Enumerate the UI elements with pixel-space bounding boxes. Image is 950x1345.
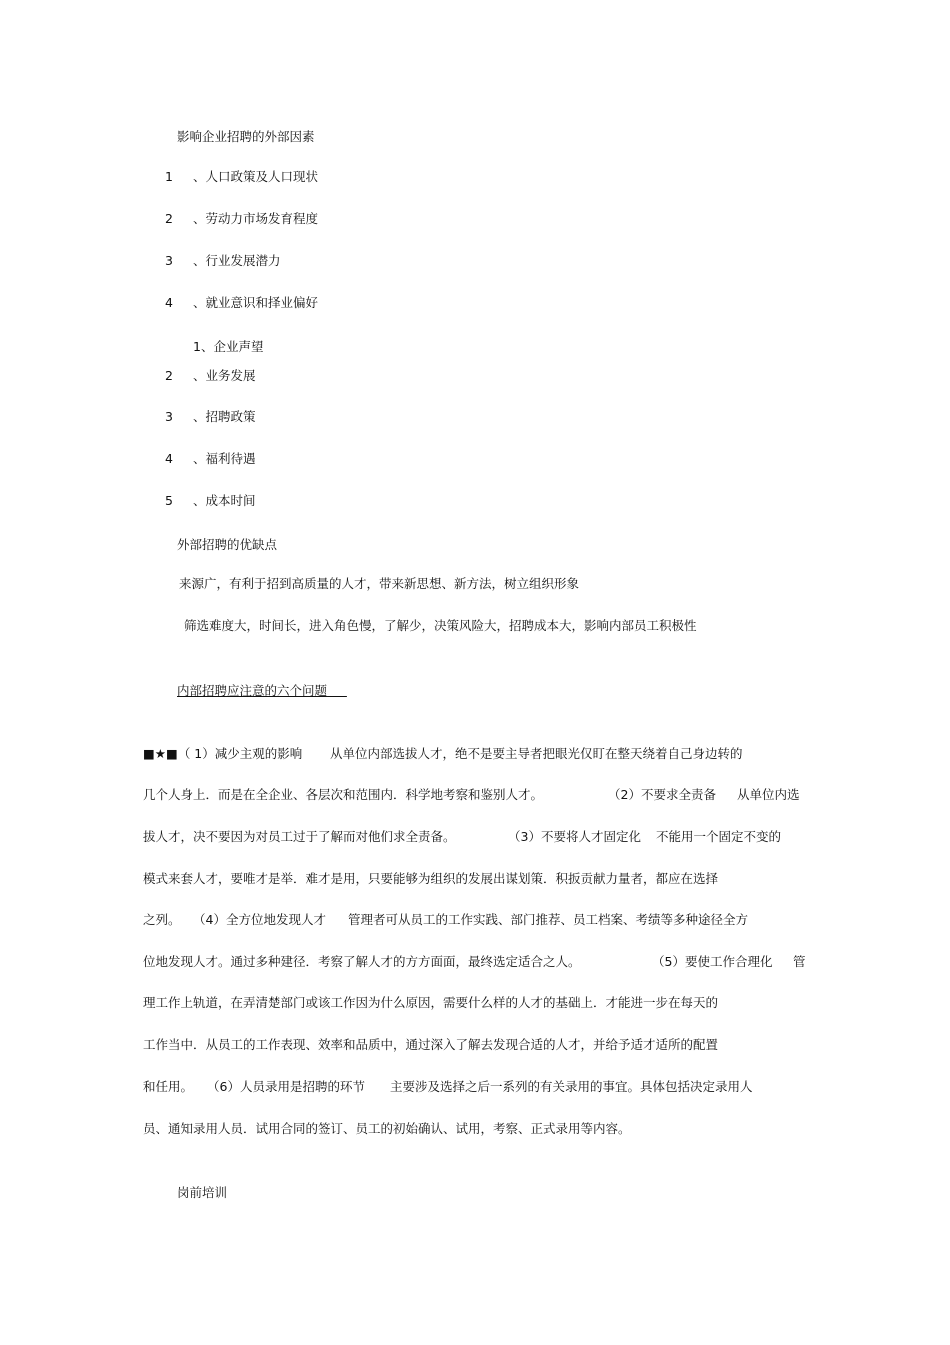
list-number: 2: [165, 211, 173, 226]
list-number: 1: [165, 169, 173, 184]
heading-pros-cons: 外部招聘的优缺点: [177, 537, 278, 552]
text-segment: 管: [793, 954, 806, 969]
text-segment: （5）要使工作合理化: [652, 954, 773, 969]
text-segment: 几个人身上．而是在全企业、各层次和范围内．科学地考察和鉴别人才。: [143, 787, 544, 802]
list-number: 2: [165, 368, 173, 383]
text-segment: （6）人员录用是招聘的环节: [207, 1079, 365, 1094]
text-segment: （3）不要将人才固定化: [508, 829, 641, 844]
list-number: 4: [165, 451, 173, 466]
text-segment: 模式来套人才，要唯才是举．难才是用，只要能够为组织的发展出谋划策．积扳贡献力量者，都应在选择: [143, 871, 719, 886]
cons-text: 筛选难度大，时间长，进入角色慢，了解少，决策风险大，招聘成本大，影响内部员工积极性: [184, 618, 697, 633]
underline-trail: [327, 683, 347, 698]
text-segment: 拔人才，决不要因为对员工过于了解而对他们求全责备。: [143, 829, 456, 844]
list-text: 、招聘政策: [193, 409, 256, 424]
list-text: 、劳动力市场发育程度: [193, 211, 319, 226]
list-text: 、行业发展潜力: [193, 253, 281, 268]
pros-text: 来源广，有利于招到高质量的人才，带来新思想、新方法，树立组织形象: [179, 576, 580, 591]
list-number: 4: [165, 295, 173, 310]
heading-six-issues-text: 内部招聘应注意的六个问题: [177, 683, 328, 698]
text-segment: 管理者可从员工的工作实践、部门推荐、员工档案、考绩等多种途径全方: [348, 912, 749, 927]
text-segment: （2）不要求全责备: [608, 787, 716, 802]
text-segment: 和任用。: [143, 1079, 194, 1094]
text-segment: 之列。: [143, 912, 181, 927]
heading-six-issues: [177, 683, 347, 699]
text-segment: 理工作上轨道，在弄清楚部门或该工作因为什么原因，需要什么样的人才的基础上．才能进一步在每天的: [143, 995, 719, 1010]
text-segment: （4）全方位地发现人才: [193, 912, 326, 927]
text-segment: 位地发现人才。通过多种建径．考察了解人才的方方面面，最终选定适合之人。: [143, 954, 581, 969]
list-number: 3: [165, 253, 173, 268]
list-number: 3: [165, 409, 173, 424]
text-segment: 从单位内选: [737, 787, 800, 802]
text-segment: 员、通知录用人员．试用合同的签订、员工的初始确认、试用，考察、正式录用等内容。: [143, 1121, 631, 1136]
list-number: 5: [165, 493, 173, 508]
text-segment: 工作当中．从员工的工作表现、效率和品质中，通过深入了解去发现合适的人才，并给予适才适所的配置: [143, 1037, 719, 1052]
text-segment: 从单位内部选拔人才，绝不是要主导者把眼光仅盯在整天绕着自己身边转的: [330, 746, 743, 761]
text-segment: 主要涉及选择之后一系列的有关录用的事宜。具体包括决定录用人: [390, 1079, 753, 1094]
list-item: 1、企业声望: [193, 339, 264, 354]
list-text: 、成本时间: [193, 493, 256, 508]
list-text: 、人口政策及人口现状: [193, 169, 319, 184]
text-segment: ■★■（ 1）减少主观的影响: [143, 746, 303, 761]
heading-training: 岗前培训: [177, 1185, 228, 1200]
list-text: 、就业意识和择业偏好: [193, 295, 319, 310]
text-segment: 不能用一个固定不变的: [656, 829, 782, 844]
list-text: 、业务发展: [193, 368, 256, 383]
list-text: 、福利待遇: [193, 451, 256, 466]
heading-external-factors: 影响企业招聘的外部因素: [177, 129, 315, 144]
